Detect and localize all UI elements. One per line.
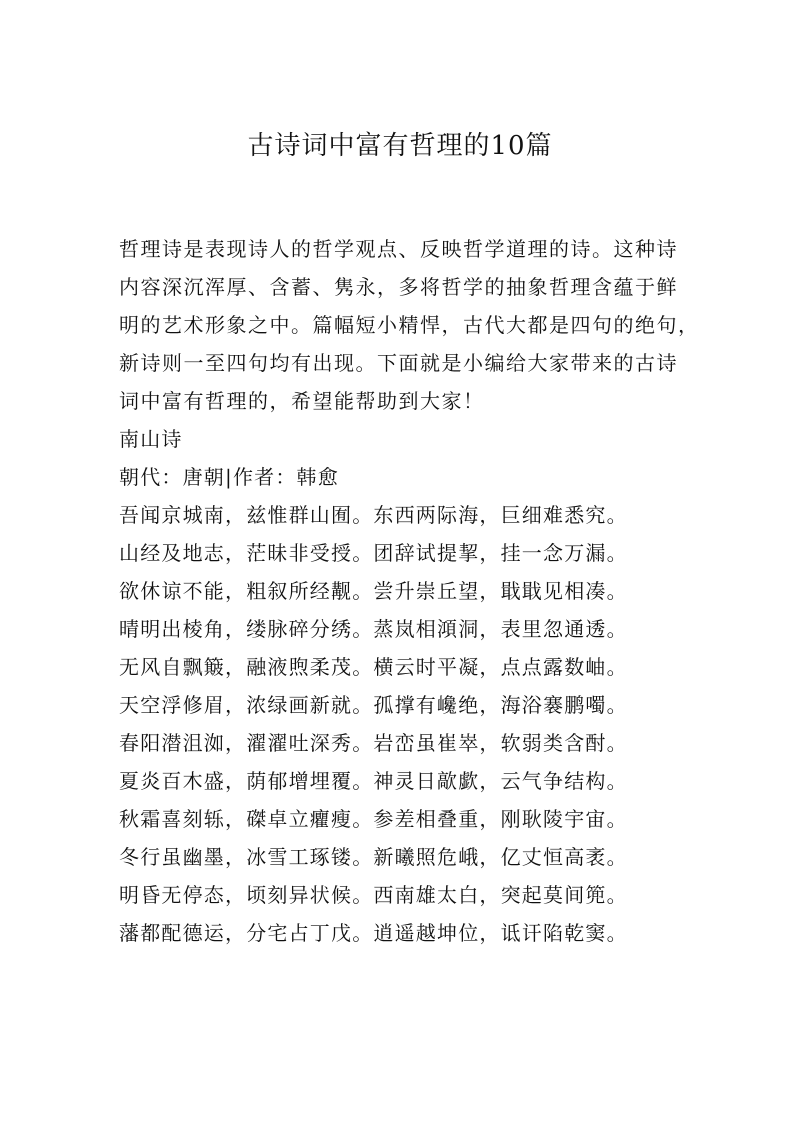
intro-line: 明的艺术形象之中。篇幅短小精悍，古代大都是四句的绝句， <box>119 313 700 337</box>
intro-line: 新诗则一至四句均有出现。下面就是小编给大家带来的古诗 <box>119 351 678 375</box>
poem-line: 冬行虽幽墨，冰雪工琢镂。新曦照危峨，亿丈恒高袤。 <box>119 845 628 869</box>
document-body <box>119 230 700 952</box>
intro-line: 哲理诗是表现诗人的哲学观点、反映哲学道理的诗。这种诗 <box>119 237 678 261</box>
poem-line: 天空浮修眉，浓绿画新就。孤撑有巉绝，海浴褰鹏噣。 <box>119 693 628 717</box>
poem-line: 无风自飘簸，融液煦柔茂。横云时平凝，点点露数岫。 <box>119 655 628 679</box>
intro-line: 内容深沉浑厚、含蓄、隽永，多将哲学的抽象哲理含蕴于鲜 <box>119 275 678 299</box>
intro-paragraph <box>119 230 700 420</box>
poem-line: 晴明出棱角，缕脉碎分绣。蒸岚相澒洞，表里忽通透。 <box>119 617 628 641</box>
poem-line: 欲休谅不能，粗叙所经觏。尝升崇丘望，戢戢见相凑。 <box>119 579 628 603</box>
intro-line: 词中富有哲理的，希望能帮助到大家！ <box>119 389 485 413</box>
poem-body <box>119 496 679 952</box>
poem-line: 吾闻京城南，兹惟群山囿。东西两际海，巨细难悉究。 <box>119 503 628 527</box>
document-title: 古诗词中富有哲理的10篇 <box>247 131 553 161</box>
poem-line: 藩都配德运，分宅占丁戊。逍遥越坤位，诋讦陷乾窦。 <box>119 921 628 945</box>
poem-meta: 朝代：唐朝|作者：韩愈 <box>119 465 339 489</box>
poem-line: 夏炎百木盛，荫郁增埋覆。神灵日歊歔，云气争结构。 <box>119 769 628 793</box>
poem-title: 南山诗 <box>119 427 183 451</box>
poem-line: 山经及地志，茫昧非受授。团辞试提挈，挂一念万漏。 <box>119 541 628 565</box>
poem-line: 春阳潜沮洳，濯濯吐深秀。岩峦虽崔崒，软弱类含酎。 <box>119 731 628 755</box>
poem-line: 明昏无停态，顷刻异状候。西南雄太白，突起莫间篼。 <box>119 883 628 907</box>
poem-line: 秋霜喜刻轹，磔卓立癯瘦。参差相叠重，刚耿陵宇宙。 <box>119 807 628 831</box>
